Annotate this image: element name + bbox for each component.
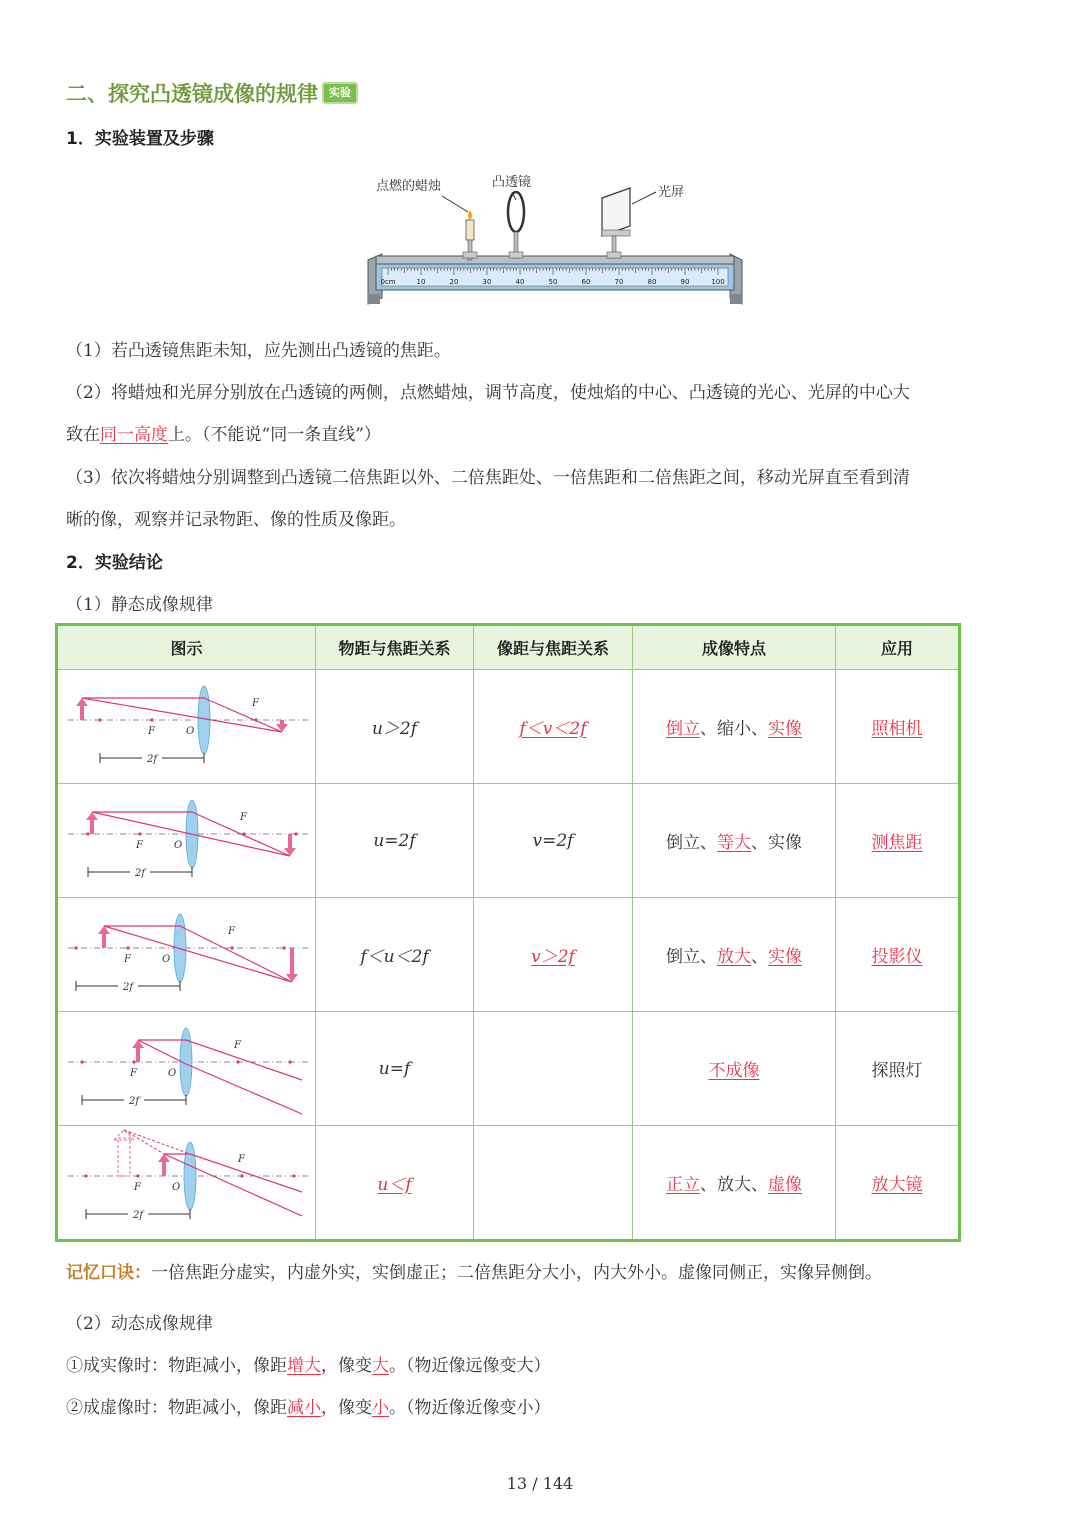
imaging-rules-table — [55, 623, 961, 1242]
virtual-image-arrow — [118, 1138, 130, 1176]
experiment-badge: 实验 — [322, 82, 358, 104]
section-title-text: 二、探究凸透镜成像的规律 — [66, 82, 318, 106]
ray-diagram-cell — [57, 784, 316, 898]
optical-center-label: O — [173, 840, 182, 851]
apparatus-figure — [360, 168, 750, 310]
focal-point — [236, 1060, 239, 1063]
light-ray — [204, 698, 282, 732]
step-3-line-2: 晰的像，观察并记录物距、像的性质及像距。 — [66, 510, 406, 530]
dynamic-rules-subtitle: （2）动态成像规律 — [66, 1314, 213, 1334]
object-distance: u＞2f — [316, 670, 474, 784]
table-row — [57, 784, 960, 898]
ruler-tick-label: 50 — [548, 278, 558, 286]
ray-diagram — [62, 898, 312, 1006]
header-diagram: 图示 — [57, 625, 316, 670]
ray-diagram — [62, 1012, 312, 1120]
two-f-label: 2f — [134, 868, 145, 879]
step-1: （1）若凸透镜焦距未知，应先测出凸透镜的焦距。 — [66, 341, 451, 361]
two-f-label: 2f — [122, 982, 133, 993]
table-row — [57, 670, 960, 784]
focal-point — [292, 1174, 295, 1177]
object-distance: f＜u＜2f — [316, 898, 474, 1012]
optical-center-label: O — [161, 954, 170, 965]
ruler-tick-label: 20 — [449, 278, 459, 286]
application: 探照灯 — [836, 1012, 960, 1126]
focal-point — [138, 832, 141, 835]
table-row — [57, 1012, 960, 1126]
table-header-row — [57, 625, 960, 670]
virtual-ray — [124, 1130, 190, 1154]
image-characteristics: 不成像 — [633, 1012, 836, 1126]
image-distance: v=2f — [474, 784, 633, 898]
light-ray — [138, 1040, 186, 1064]
table-row — [57, 1126, 960, 1241]
two-f-label: 2f — [132, 1210, 143, 1221]
memory-label: 记忆口诀： — [66, 1263, 151, 1283]
ray-diagram — [62, 670, 312, 778]
ray-diagram — [62, 784, 312, 892]
focus-label: F — [135, 840, 143, 851]
object-arrow-head — [158, 1154, 170, 1162]
step-2-line-1: （2）将蜡烛和光屏分别放在凸透镜的两侧，点燃蜡烛，调节高度，使烛焰的中心、凸透镜的光心、光屏的中心大 — [66, 383, 910, 403]
focus-label: F — [233, 1040, 241, 1051]
header-characteristics: 成像特点 — [633, 625, 836, 670]
label-lens: 凸透镜 — [492, 175, 532, 190]
focal-point — [150, 718, 153, 721]
image-distance: v＞2f — [531, 947, 575, 967]
focal-point — [86, 832, 89, 835]
dynamic-rule-virtual: ②成虚像时：物距减小，像距减小，像变小。（物近像近像变小） — [66, 1398, 551, 1418]
focal-point — [294, 832, 297, 835]
ruler-tick-label: 40 — [515, 278, 525, 286]
ruler-tick-label: 90 — [680, 278, 690, 286]
section-title — [66, 78, 358, 108]
image-distance — [474, 1012, 633, 1126]
object-arrow-head — [132, 1040, 144, 1048]
ray-diagram-cell — [57, 1126, 316, 1241]
image-characteristics: 倒立、缩小、实像 — [633, 670, 836, 784]
label-screen: 光屏 — [658, 185, 685, 200]
application: 照相机 — [871, 719, 923, 739]
optical-center-label: O — [167, 1068, 176, 1079]
memory-rhyme — [66, 1258, 882, 1283]
header-image-distance: 像距与焦距关系 — [474, 625, 633, 670]
part2-heading: 2．实验结论 — [66, 553, 163, 573]
step-2-line-2: 致在同一高度上。（不能说“同一条直线”） — [66, 425, 381, 445]
application: 投影仪 — [871, 947, 923, 967]
step-3-line-1: （3）依次将蜡烛分别调整到凸透镜二倍焦距以外、二倍焦距处、一倍焦距和二倍焦距之间，移动光屏直至看到清 — [66, 468, 910, 488]
ruler-tick-label: 30 — [482, 278, 492, 286]
ruler-tick-label: 60 — [581, 278, 591, 286]
ruler-tick-label: 10 — [416, 278, 426, 286]
answer-same-height: 同一高度 — [100, 425, 168, 445]
focus-label: F — [129, 1068, 137, 1079]
memory-text: 一倍焦距分虚实，内虚外实，实倒虚正；二倍焦距分大小，内大外小。虚像同侧正，实像异侧倒。 — [151, 1263, 882, 1283]
two-f-label: 2f — [128, 1096, 139, 1107]
object-distance: u=2f — [316, 784, 474, 898]
ruler-tick-label: 70 — [614, 278, 624, 286]
object-distance: u＜f — [377, 1175, 412, 1195]
application: 测焦距 — [871, 833, 923, 853]
ray-diagram — [62, 1126, 312, 1234]
ray-diagram-cell — [57, 898, 316, 1012]
object-distance: u=f — [316, 1012, 474, 1126]
focal-point — [282, 946, 285, 949]
light-ray — [186, 1040, 302, 1080]
optical-center-label: O — [185, 726, 194, 737]
focal-point — [84, 1174, 87, 1177]
light-ray — [186, 1064, 302, 1114]
dynamic-rule-real: ①成实像时：物距减小，像距增大，像变大。（物近像远像变大） — [66, 1356, 551, 1376]
optical-center-label: O — [171, 1182, 180, 1193]
focus-label: F — [239, 812, 247, 823]
focus-label: F — [123, 954, 131, 965]
ray-diagram-cell — [57, 1012, 316, 1126]
focal-point — [132, 1060, 135, 1063]
application: 放大镜 — [871, 1175, 923, 1195]
focus-label: F — [147, 726, 155, 737]
focus-label: F — [237, 1154, 245, 1165]
focal-point — [74, 946, 77, 949]
ruler-tick-label: 0cm — [380, 278, 396, 286]
static-rules-subtitle: （1）静态成像规律 — [66, 595, 213, 615]
image-distance — [474, 1126, 633, 1241]
header-object-distance: 物距与焦距关系 — [316, 625, 474, 670]
image-characteristics: 倒立、放大、实像 — [633, 898, 836, 1012]
focus-label: F — [251, 698, 259, 709]
image-characteristics: 正立、放大、虚像 — [633, 1126, 836, 1241]
part1-heading: 1．实验装置及步骤 — [66, 129, 214, 149]
ray-diagram-cell — [57, 670, 316, 784]
image-characteristics: 倒立、等大、实像 — [633, 784, 836, 898]
ruler-tick-label: 80 — [647, 278, 657, 286]
label-candle: 点燃的蜡烛 — [376, 179, 442, 194]
focal-point — [230, 946, 233, 949]
focal-point — [126, 946, 129, 949]
focal-point — [240, 1174, 243, 1177]
focal-point — [80, 1060, 83, 1063]
focal-point — [288, 1060, 291, 1063]
header-application: 应用 — [836, 625, 960, 670]
focus-label: F — [227, 926, 235, 937]
two-f-label: 2f — [146, 754, 157, 765]
table-row — [57, 898, 960, 1012]
focal-point — [136, 1174, 139, 1177]
focal-point — [98, 718, 101, 721]
image-distance: f＜v＜2f — [519, 719, 587, 739]
ruler-tick-label: 100 — [711, 278, 725, 286]
page-number: 13 / 144 — [506, 1474, 574, 1493]
focus-label: F — [133, 1182, 141, 1193]
